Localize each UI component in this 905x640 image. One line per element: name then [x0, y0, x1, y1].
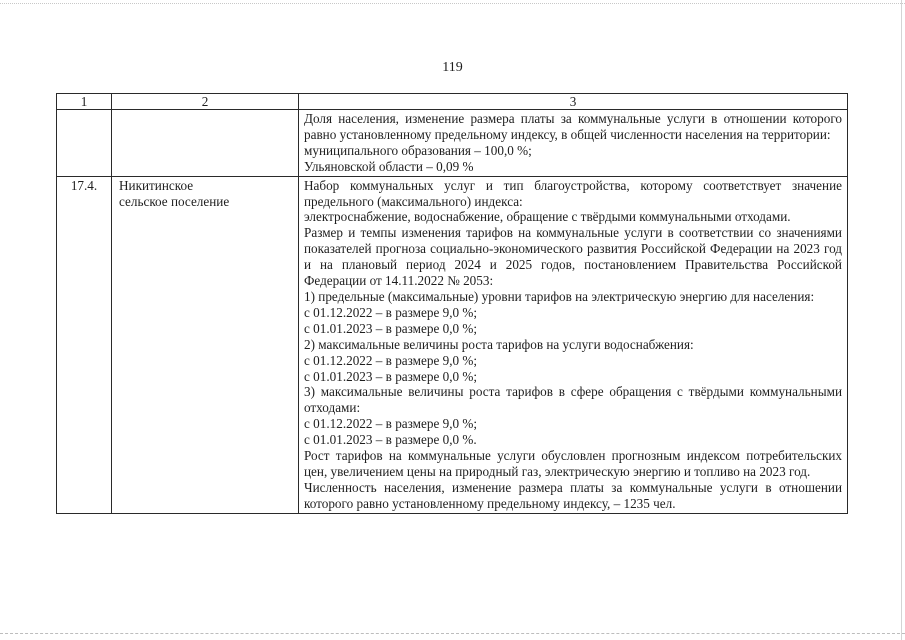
settlement-name-line: сельское поселение	[119, 193, 230, 209]
paragraph: с 01.12.2022 – в размере 9,0 %;	[304, 416, 478, 432]
paragraph: с 01.01.2023 – в размере 0,0 %;	[304, 320, 478, 336]
tariff-table	[56, 93, 848, 514]
paragraph: 3) максимальные величины роста тарифов в сфере обращения с твёрдыми коммунальными отходами:	[304, 384, 842, 416]
paragraph: с 01.12.2022 – в размере 9,0 %;	[304, 304, 478, 320]
scan-edge-bottom	[0, 633, 905, 634]
settlement-name-cell	[112, 176, 299, 513]
scan-edge-top	[0, 3, 905, 4]
settlement-name-cell	[112, 110, 299, 177]
paragraph: муниципального образования – 100,0 %;	[304, 142, 532, 158]
tariff-description-cell	[299, 176, 848, 513]
paragraph: с 01.12.2022 – в размере 9,0 %;	[304, 352, 478, 368]
tariff-description-cell	[299, 110, 848, 177]
settlement-name-line: Никитинское	[119, 177, 194, 193]
table-row	[57, 176, 848, 513]
page-number: 119	[442, 60, 463, 75]
scan-edge-right	[901, 0, 902, 640]
paragraph: Численность населения, изменение размера платы за коммунальные услуги в отношении которого равно установленному предельному индексу, – 1235 чел.	[304, 479, 842, 511]
paragraph: Рост тарифов на коммунальные услуги обусловлен прогнозным индексом потребительских цен, увеличением цены на природный газ, электрическую энергию и топливо на 2023 год.	[304, 448, 842, 479]
paragraph: Ульяновской области – 0,09 %	[304, 158, 474, 174]
column-header: 3	[299, 94, 848, 110]
table-header-row	[57, 94, 848, 110]
paragraph: с 01.01.2023 – в размере 0,0 %;	[304, 368, 478, 384]
paragraph: Доля населения, изменение размера платы за коммунальные услуги в отношении которого равно установленному предельному индексу, в общей численности населения на территории:	[304, 111, 842, 142]
paragraph: Набор коммунальных услуг и тип благоустройства, которому соответствует значение предельного (максимального) индекса:	[304, 177, 842, 209]
row-number-cell	[57, 110, 112, 177]
paragraph: Размер и темпы изменения тарифов на коммунальные услуги в соответствии со значениями показателей прогноза социально-экономического развития Российской Федерации на 2023 год и на плановый период 2024 и 2025 годов, постановлением Правительства Российской Федерации от 14.11.2022 № 2053:	[304, 225, 842, 289]
table-row	[57, 110, 848, 177]
paragraph: 1) предельные (максимальные) уровни тарифов на электрическую энергию для населения:	[304, 288, 815, 304]
paragraph: 2) максимальные величины роста тарифов на услуги водоснабжения:	[304, 336, 694, 352]
row-number-cell: 17.4.	[57, 176, 112, 513]
paragraph: электроснабжение, водоснабжение, обращение с твёрдыми коммунальными отходами.	[304, 209, 791, 225]
column-header: 1	[57, 94, 112, 110]
paragraph: с 01.01.2023 – в размере 0,0 %.	[304, 432, 477, 448]
column-header: 2	[112, 94, 299, 110]
